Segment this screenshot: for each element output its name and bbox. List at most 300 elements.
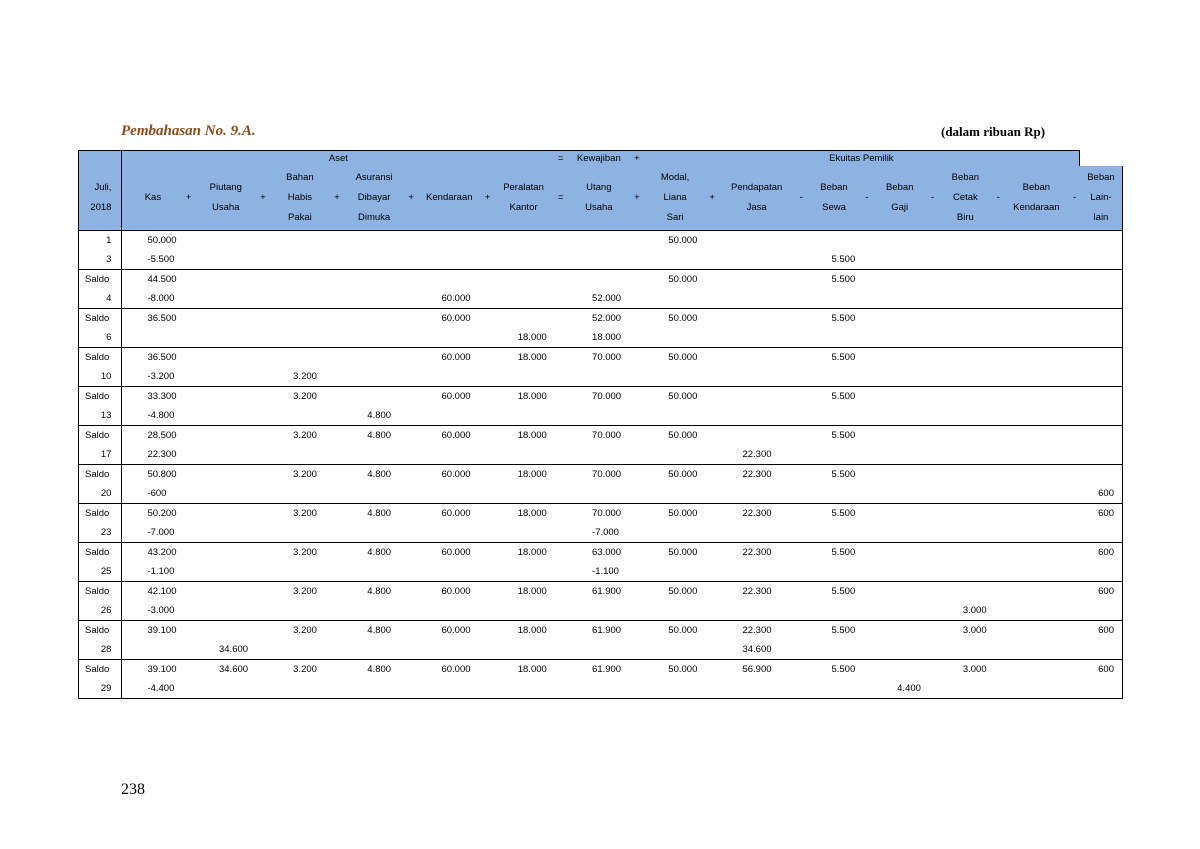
header-col-7: Modal, Liana Sari (643, 166, 707, 231)
cell-col-3 (342, 328, 416, 348)
cell-col-7: 50.000 (643, 582, 717, 602)
cell-col-13 (1080, 348, 1123, 368)
cell-col-0: 36.500 (122, 348, 194, 368)
cell-col-2 (268, 484, 342, 504)
cell-col-1: 34.600 (194, 660, 268, 680)
group-header-row (79, 151, 1123, 167)
cell-col-10 (872, 387, 938, 407)
cell-col-2 (268, 523, 342, 543)
cell-col-1 (194, 445, 268, 465)
cell-col-9: 5.500 (806, 504, 872, 524)
cell-col-1: 34.600 (218, 644, 249, 655)
cell-col-6 (567, 601, 643, 621)
cell-col-0: -5.500 (147, 254, 175, 265)
cell-col-11 (938, 328, 1004, 348)
cell-col-10 (872, 484, 938, 504)
cell-col-1 (194, 504, 268, 524)
cell-col-6: 63.000 (567, 543, 643, 563)
cell-col-4 (416, 640, 492, 660)
cell-col-9: 5.500 (806, 660, 872, 680)
cell-col-6: 18.000 (592, 332, 622, 343)
cell-col-10: 4.400 (872, 679, 938, 699)
cell-col-13 (1080, 445, 1123, 465)
cell-col-3: 4.800 (367, 410, 392, 421)
cell-col-7 (643, 445, 717, 465)
cell-col-9: 5.500 (806, 387, 872, 407)
cell-col-7 (643, 523, 717, 543)
cell-col-8 (717, 387, 806, 407)
operator-3: + (406, 166, 417, 231)
cell-col-8 (717, 328, 806, 348)
cell-col-2: 3.200 (268, 621, 342, 641)
cell-col-7: 50.000 (643, 660, 717, 680)
row-date: Saldo (79, 309, 122, 329)
table-row (79, 309, 1123, 329)
cell-col-0: -8.000 (147, 293, 175, 304)
cell-col-13 (1080, 328, 1123, 348)
cell-col-7 (643, 601, 717, 621)
cell-col-11 (938, 562, 1004, 582)
cell-col-13 (1080, 289, 1123, 309)
table-row (79, 504, 1123, 524)
cell-col-5: 18.000 (493, 465, 567, 485)
cell-col-11 (938, 250, 1004, 270)
cell-col-13 (1080, 231, 1123, 251)
cell-col-6 (567, 484, 643, 504)
cell-col-6 (567, 231, 643, 251)
cell-col-7 (643, 250, 717, 270)
cell-col-8: 22.300 (717, 504, 806, 524)
cell-col-9: 5.500 (806, 543, 872, 563)
cell-col-6 (567, 406, 643, 426)
cell-col-12 (1004, 543, 1080, 563)
header-date: Juli, 2018 (79, 166, 122, 231)
cell-col-0: -7.000 (147, 527, 175, 538)
cell-col-12 (1004, 270, 1080, 290)
cell-col-0: 33.300 (122, 387, 194, 407)
cell-col-10 (872, 465, 938, 485)
cell-col-4: 60.000 (416, 426, 492, 446)
table-row (79, 445, 1123, 465)
cell-col-5 (493, 367, 567, 387)
row-date: 26 (79, 601, 122, 621)
cell-col-5 (493, 445, 567, 465)
cell-col-13 (1080, 270, 1123, 290)
cell-col-10 (872, 231, 938, 251)
cell-col-10 (872, 582, 938, 602)
cell-col-5 (493, 484, 567, 504)
cell-col-11 (938, 289, 1004, 309)
cell-col-2 (268, 679, 342, 699)
cell-col-11 (938, 348, 1004, 368)
cell-col-10 (872, 406, 938, 426)
cell-col-4 (416, 250, 492, 270)
operator-6: + (631, 166, 644, 231)
cell-col-5 (493, 309, 567, 329)
cell-col-0: 50.000 (147, 235, 177, 246)
cell-col-5 (493, 250, 567, 270)
cell-col-5 (493, 270, 567, 290)
table-row (79, 231, 1123, 251)
cell-col-6 (567, 679, 643, 699)
cell-col-9 (806, 406, 872, 426)
cell-col-11 (938, 523, 1004, 543)
row-date: Saldo (79, 465, 122, 485)
row-date: 4 (79, 289, 122, 309)
table-row (79, 484, 1123, 504)
row-date: Saldo (79, 660, 122, 680)
cell-col-11 (938, 231, 1004, 251)
row-date: 28 (79, 640, 122, 660)
cell-col-8: 22.300 (742, 449, 772, 460)
cell-col-3 (342, 231, 416, 251)
cell-col-8 (717, 348, 806, 368)
cell-col-4 (416, 270, 492, 290)
cell-col-10 (872, 348, 938, 368)
cell-col-10 (872, 562, 938, 582)
cell-col-10 (872, 601, 938, 621)
table-row (79, 640, 1123, 660)
cell-col-0: -4.400 (122, 679, 194, 699)
row-date: Saldo (79, 426, 122, 446)
cell-col-1 (194, 523, 268, 543)
header-col-8: Pendapatan Jasa (717, 166, 795, 231)
cell-col-8 (717, 406, 806, 426)
cell-col-13: 600 (1080, 504, 1123, 524)
cell-col-6 (567, 250, 643, 270)
cell-col-4: 60.000 (416, 387, 492, 407)
cell-col-4 (416, 406, 492, 426)
cell-col-3 (342, 484, 416, 504)
cell-col-1 (194, 426, 268, 446)
cell-col-12 (1004, 621, 1080, 641)
cell-col-12 (1004, 523, 1080, 543)
cell-col-4 (416, 679, 492, 699)
cell-col-3 (342, 387, 416, 407)
cell-col-7: 50.000 (643, 504, 717, 524)
cell-col-4 (416, 523, 492, 543)
cell-col-9 (806, 445, 872, 465)
header-col-12: Beban Kendaraan (1004, 166, 1070, 231)
cell-col-4 (416, 445, 492, 465)
cell-col-4 (416, 601, 492, 621)
cell-col-10 (872, 504, 938, 524)
column-header-row (79, 166, 1123, 231)
cell-col-2: 3.200 (268, 465, 342, 485)
cell-col-12 (1004, 387, 1080, 407)
cell-col-1 (194, 348, 268, 368)
cell-col-10 (872, 426, 938, 446)
cell-col-4: 60.000 (416, 465, 492, 485)
cell-col-2: 3.200 (268, 582, 342, 602)
cell-col-1 (194, 328, 268, 348)
cell-col-10 (872, 660, 938, 680)
cell-col-3: 4.800 (342, 543, 416, 563)
cell-col-7: 50.000 (643, 543, 717, 563)
cell-col-7: 50.000 (668, 235, 698, 246)
cell-col-7: 50.000 (643, 348, 717, 368)
table-row (79, 523, 1123, 543)
cell-col-2: 3.200 (268, 543, 342, 563)
cell-col-6 (567, 367, 643, 387)
cell-col-1 (194, 562, 268, 582)
group-aset: Aset (122, 151, 554, 167)
cell-col-1 (194, 270, 268, 290)
header-col-11: Beban Cetak Biru (938, 166, 993, 231)
operator-10: - (927, 166, 938, 231)
operator-12: - (1069, 166, 1080, 231)
cell-col-1 (194, 406, 268, 426)
cell-col-7 (643, 484, 717, 504)
cell-col-7 (643, 562, 717, 582)
cell-col-1 (194, 621, 268, 641)
cell-col-9 (806, 367, 872, 387)
cell-col-5 (493, 231, 567, 251)
cell-col-6 (567, 640, 643, 660)
operator-8: - (796, 166, 807, 231)
cell-col-2 (268, 328, 342, 348)
operator-9: - (862, 166, 873, 231)
table-row (79, 367, 1123, 387)
row-date: Saldo (79, 543, 122, 563)
operator-4: + (482, 166, 493, 231)
cell-col-4: 60.000 (416, 543, 492, 563)
cell-col-12 (1004, 231, 1080, 251)
table-row (79, 328, 1123, 348)
cell-col-8: 56.900 (717, 660, 806, 680)
cell-col-3: 4.800 (342, 660, 416, 680)
cell-col-7: 50.000 (643, 270, 717, 290)
cell-col-3 (342, 679, 416, 699)
row-date: 10 (79, 367, 122, 387)
cell-col-8 (717, 270, 806, 290)
cell-col-12 (1004, 465, 1080, 485)
cell-col-0: 42.100 (122, 582, 194, 602)
cell-col-0: 50.800 (122, 465, 194, 485)
cell-col-0: 39.100 (122, 660, 194, 680)
cell-col-5 (493, 562, 567, 582)
operator-1: + (258, 166, 269, 231)
cell-col-6: 70.000 (567, 348, 643, 368)
cell-col-5 (493, 601, 567, 621)
cell-col-9 (806, 289, 872, 309)
cell-col-4: 60.000 (441, 293, 471, 304)
table-row (79, 348, 1123, 368)
operator-7: + (707, 166, 718, 231)
cell-col-7 (643, 679, 717, 699)
cell-col-1 (194, 465, 268, 485)
unit-note: (dalam ribuan Rp) (941, 124, 1046, 139)
table-row (79, 601, 1123, 621)
cell-col-5: 18.000 (493, 504, 567, 524)
cell-col-4: 60.000 (416, 504, 492, 524)
cell-col-3 (342, 309, 416, 329)
cell-col-8: 22.300 (717, 465, 806, 485)
cell-col-3 (342, 250, 416, 270)
cell-col-3 (342, 270, 416, 290)
table-row (79, 621, 1123, 641)
cell-col-6: 61.900 (567, 582, 643, 602)
cell-col-12 (1004, 367, 1080, 387)
header-col-9: Beban Sewa (806, 166, 861, 231)
table-row (79, 250, 1123, 270)
cell-col-3 (342, 601, 416, 621)
cell-col-3 (342, 562, 416, 582)
cell-col-13 (1080, 601, 1123, 621)
cell-col-5 (493, 406, 567, 426)
row-date: 3 (79, 250, 122, 270)
cell-col-1 (194, 543, 268, 563)
row-date: 25 (79, 562, 122, 582)
cell-col-12 (1004, 289, 1080, 309)
cell-col-8 (717, 601, 806, 621)
cell-col-2 (268, 289, 342, 309)
cell-col-1 (194, 250, 268, 270)
operator-0: + (183, 166, 194, 231)
cell-col-10 (872, 328, 938, 348)
cell-col-0: 36.500 (122, 309, 194, 329)
group-kewajiban: Kewajiban (567, 151, 631, 167)
cell-col-2 (268, 445, 342, 465)
cell-col-7 (643, 289, 717, 309)
cell-col-12 (1004, 562, 1080, 582)
cell-col-5: 18.000 (493, 348, 567, 368)
cell-col-6: 70.000 (567, 387, 643, 407)
table-row (79, 289, 1123, 309)
cell-col-7 (643, 328, 717, 348)
row-date: 29 (79, 679, 122, 699)
cell-col-2 (268, 406, 342, 426)
cell-col-11 (938, 640, 1004, 660)
header-col-5: Peralatan Kantor (493, 166, 555, 231)
cell-col-5: 18.000 (517, 332, 547, 343)
cell-col-13 (1080, 640, 1123, 660)
cell-col-5: 18.000 (493, 660, 567, 680)
cell-col-13 (1080, 309, 1123, 329)
cell-col-1 (194, 309, 268, 329)
cell-col-12 (1004, 640, 1080, 660)
cell-col-9: 5.500 (831, 254, 856, 265)
cell-col-13: 600 (1080, 543, 1123, 563)
cell-col-8: 22.300 (717, 621, 806, 641)
cell-col-8 (717, 426, 806, 446)
cell-col-5: 18.000 (493, 582, 567, 602)
cell-col-6 (567, 445, 643, 465)
cell-col-6: 52.000 (567, 309, 643, 329)
row-date: 13 (79, 406, 122, 426)
cell-col-0: -4.800 (147, 410, 175, 421)
cell-col-11 (938, 309, 1004, 329)
cell-col-9: 5.500 (806, 465, 872, 485)
group-plus: + (631, 151, 644, 167)
cell-col-6: 70.000 (567, 465, 643, 485)
cell-col-12 (1004, 309, 1080, 329)
cell-col-10 (872, 445, 938, 465)
table-row (79, 426, 1123, 446)
cell-col-0: -3.200 (147, 371, 175, 382)
cell-col-11 (938, 426, 1004, 446)
cell-col-2 (268, 270, 342, 290)
cell-col-12 (1004, 250, 1080, 270)
cell-col-4 (416, 367, 492, 387)
cell-col-4: 60.000 (416, 660, 492, 680)
cell-col-13 (1080, 679, 1123, 699)
cell-col-2: 3.200 (268, 660, 342, 680)
cell-col-8 (717, 679, 806, 699)
header-col-1: Piutang Usaha (194, 166, 258, 231)
cell-col-8 (717, 523, 806, 543)
cell-col-13: 600 (1080, 660, 1123, 680)
cell-col-4 (416, 484, 492, 504)
cell-col-11 (938, 484, 1004, 504)
table-row (79, 679, 1123, 699)
cell-col-13 (1080, 562, 1123, 582)
row-date: Saldo (79, 387, 122, 407)
cell-col-10 (872, 543, 938, 563)
cell-col-12 (1004, 504, 1080, 524)
cell-col-11 (938, 387, 1004, 407)
table-row (79, 270, 1123, 290)
row-date: Saldo (79, 348, 122, 368)
cell-col-4: 60.000 (416, 348, 492, 368)
cell-col-0: -600 (147, 488, 167, 499)
cell-col-12 (1004, 406, 1080, 426)
cell-col-9 (806, 601, 872, 621)
cell-col-3: 4.800 (342, 582, 416, 602)
cell-col-0: 39.100 (122, 621, 194, 641)
cell-col-8: 34.600 (742, 644, 772, 655)
cell-col-1 (194, 601, 268, 621)
cell-col-9 (806, 679, 872, 699)
cell-col-0: 44.500 (122, 270, 194, 290)
row-date: Saldo (79, 504, 122, 524)
table-row (79, 465, 1123, 485)
cell-col-11 (938, 465, 1004, 485)
table-row (79, 406, 1123, 426)
cell-col-0: 22.300 (147, 449, 177, 460)
cell-col-0: -3.000 (147, 605, 175, 616)
row-date: Saldo (79, 621, 122, 641)
cell-col-3 (342, 445, 416, 465)
cell-col-5: 18.000 (493, 426, 567, 446)
cell-col-9: 5.500 (806, 582, 872, 602)
cell-col-3: 4.800 (342, 504, 416, 524)
cell-col-2: 3.200 (268, 426, 342, 446)
cell-col-11 (938, 543, 1004, 563)
cell-col-3: 4.800 (342, 465, 416, 485)
cell-col-10 (872, 309, 938, 329)
cell-col-2: 3.200 (268, 504, 342, 524)
cell-col-11 (938, 582, 1004, 602)
cell-col-1 (194, 231, 268, 251)
cell-col-2: 3.200 (293, 371, 317, 382)
operator-2: + (332, 166, 343, 231)
cell-col-5: 18.000 (493, 621, 567, 641)
cell-col-0 (122, 328, 194, 348)
operator-11: - (993, 166, 1004, 231)
cell-col-5 (493, 289, 567, 309)
cell-col-11 (938, 406, 1004, 426)
cell-col-6: 70.000 (567, 426, 643, 446)
cell-col-12 (1004, 601, 1080, 621)
table-body (79, 231, 1123, 699)
cell-col-12 (1004, 348, 1080, 368)
cell-col-9 (806, 523, 872, 543)
cell-col-13 (1080, 367, 1123, 387)
cell-col-9: 5.500 (806, 270, 872, 290)
cell-col-11 (938, 679, 1004, 699)
cell-col-2 (268, 250, 342, 270)
